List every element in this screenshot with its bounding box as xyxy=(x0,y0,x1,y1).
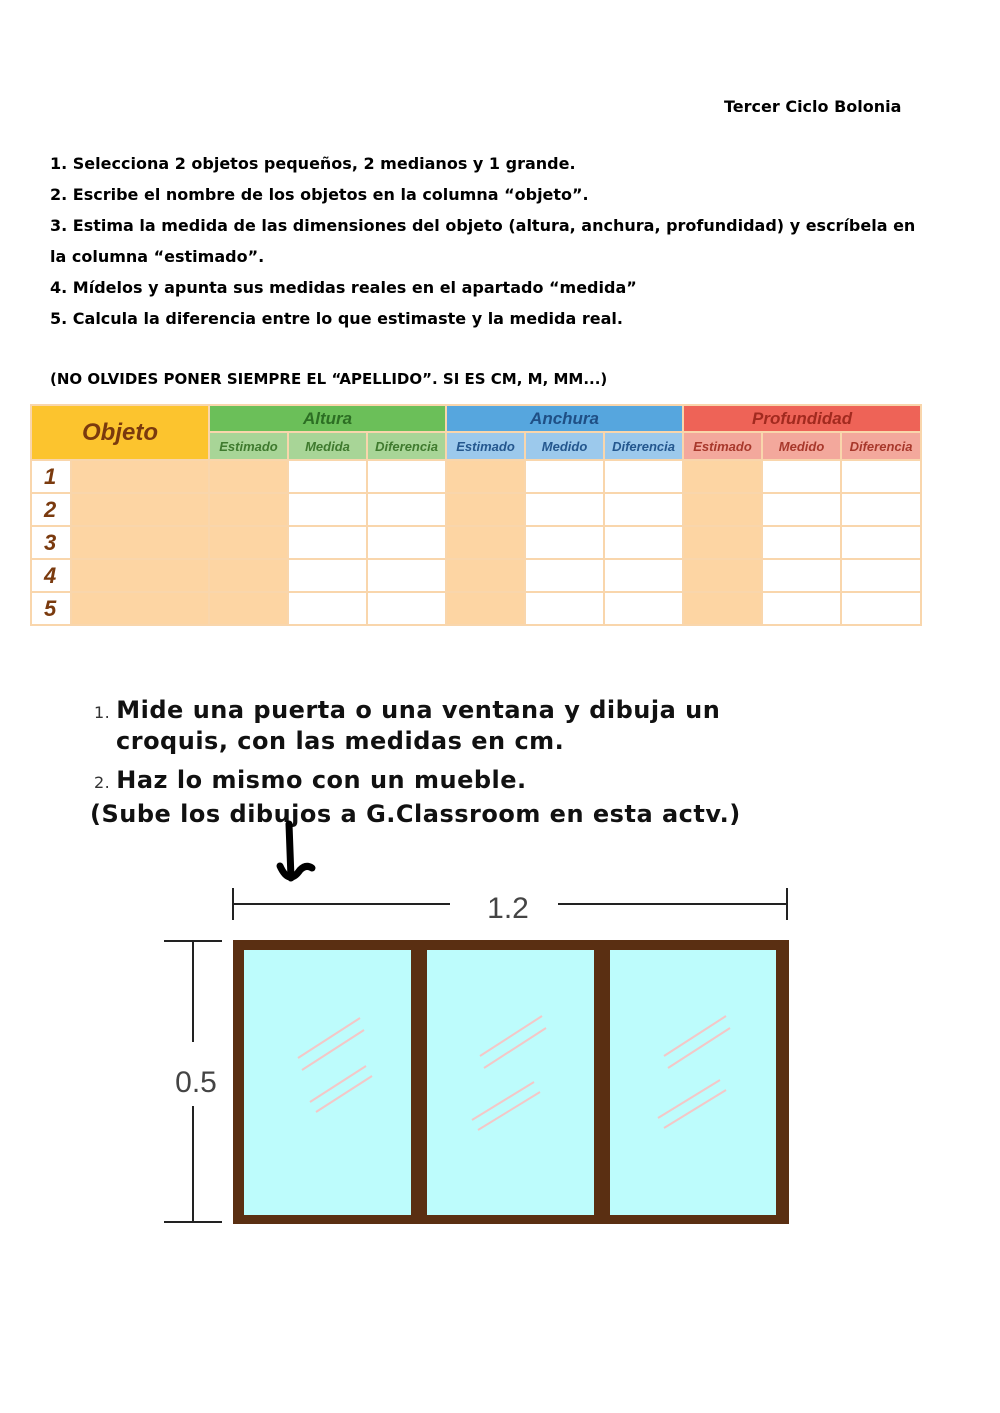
measure-cell[interactable] xyxy=(367,592,446,625)
measure-cell[interactable] xyxy=(762,460,841,493)
hand-drawn-arrow-head-icon xyxy=(280,866,312,877)
measure-cell[interactable] xyxy=(762,559,841,592)
measure-cell[interactable] xyxy=(525,460,604,493)
task-1-number: 1. xyxy=(94,703,111,722)
object-cell[interactable] xyxy=(72,593,208,624)
units-note: (NO OLVIDES PONER SIEMPRE EL “APELLIDO”. SI ES CM, M, MM...) xyxy=(50,370,608,388)
measure-cell[interactable] xyxy=(683,460,762,493)
instruction-2: 2. Escribe el nombre de los objetos en la columna “objeto”. xyxy=(50,185,589,204)
measure-cell[interactable] xyxy=(525,526,604,559)
subheader-profundidad-diferencia: Diferencia xyxy=(841,432,921,460)
measure-cell[interactable] xyxy=(367,493,446,526)
task-1-line-1 xyxy=(94,696,720,724)
measure-cell[interactable] xyxy=(446,559,525,592)
measurement-table xyxy=(30,404,922,626)
row-number-label: 3 xyxy=(38,527,72,558)
measure-cell[interactable] xyxy=(841,592,921,625)
measure-cell[interactable] xyxy=(683,493,762,526)
measure-cell[interactable] xyxy=(762,493,841,526)
subheader-altura-estimado: Estimado xyxy=(209,432,288,460)
measure-cell[interactable] xyxy=(288,592,367,625)
measure-cell[interactable] xyxy=(604,592,683,625)
window-sketch xyxy=(150,820,870,1240)
table-row xyxy=(31,493,921,526)
measure-cell[interactable] xyxy=(288,559,367,592)
hand-drawn-arrow-shaft xyxy=(289,824,291,878)
table-row xyxy=(31,460,921,493)
object-column-header: Objeto xyxy=(31,405,209,460)
table-row xyxy=(31,592,921,625)
measure-cell[interactable] xyxy=(446,493,525,526)
instruction-5: 5. Calcula la diferencia entre lo que estimaste y la medida real. xyxy=(50,309,623,328)
measure-cell[interactable] xyxy=(525,493,604,526)
subheader-profundidad-estimado: Estimado xyxy=(683,432,762,460)
measure-cell[interactable] xyxy=(446,592,525,625)
table-group-header-row xyxy=(31,405,921,432)
width-label: 1.2 xyxy=(487,892,529,925)
task-2-line-1 xyxy=(94,766,527,794)
row-number-label: 1 xyxy=(38,461,72,492)
subheader-anchura-estimado: Estimado xyxy=(446,432,525,460)
window-pane-1 xyxy=(244,950,411,1215)
table-body xyxy=(31,460,921,625)
measure-cell[interactable] xyxy=(604,460,683,493)
task-1-text-1: Mide una puerta o una ventana y dibuja un xyxy=(116,696,721,724)
measure-cell[interactable] xyxy=(288,493,367,526)
row-number-label: 5 xyxy=(38,593,72,624)
object-cell[interactable] xyxy=(72,461,208,492)
measure-cell[interactable] xyxy=(762,526,841,559)
task-2-text-1: Haz lo mismo con un mueble. xyxy=(116,766,527,794)
object-cell[interactable] xyxy=(72,560,208,591)
subheader-anchura-medido: Medido xyxy=(525,432,604,460)
task-2-line-2: (Sube los dibujos a G.Classroom en esta actv.) xyxy=(90,800,741,828)
row-number-label: 2 xyxy=(38,494,72,525)
measure-cell[interactable] xyxy=(446,460,525,493)
measure-cell[interactable] xyxy=(288,526,367,559)
group-header-profundidad: Profundidad xyxy=(683,405,921,432)
measure-cell[interactable] xyxy=(525,592,604,625)
row-number xyxy=(31,460,209,493)
table-row xyxy=(31,559,921,592)
measure-cell[interactable] xyxy=(604,559,683,592)
height-label: 0.5 xyxy=(175,1066,217,1099)
object-cell[interactable] xyxy=(72,494,208,525)
measure-cell[interactable] xyxy=(209,526,288,559)
group-header-anchura: Anchura xyxy=(446,405,683,432)
measure-cell[interactable] xyxy=(209,592,288,625)
measure-cell[interactable] xyxy=(446,526,525,559)
measure-cell[interactable] xyxy=(841,460,921,493)
row-number xyxy=(31,493,209,526)
measure-cell[interactable] xyxy=(683,526,762,559)
measure-cell[interactable] xyxy=(209,460,288,493)
group-header-altura: Altura xyxy=(209,405,446,432)
measure-cell[interactable] xyxy=(367,460,446,493)
measure-cell[interactable] xyxy=(841,559,921,592)
measure-cell[interactable] xyxy=(683,592,762,625)
task-2-number: 2. xyxy=(94,773,111,792)
row-number-label: 4 xyxy=(38,560,72,591)
window-pane-2 xyxy=(427,950,594,1215)
subheader-altura-diferencia: Diferencia xyxy=(367,432,446,460)
subheader-anchura-diferencia: Diferencia xyxy=(604,432,683,460)
measure-cell[interactable] xyxy=(604,526,683,559)
measure-cell[interactable] xyxy=(288,460,367,493)
measure-cell[interactable] xyxy=(209,559,288,592)
instruction-1: 1. Selecciona 2 objetos pequeños, 2 medianos y 1 grande. xyxy=(50,154,576,173)
measure-cell[interactable] xyxy=(604,493,683,526)
measure-cell[interactable] xyxy=(841,493,921,526)
row-number xyxy=(31,559,209,592)
table-row xyxy=(31,526,921,559)
measure-cell[interactable] xyxy=(367,526,446,559)
measure-cell[interactable] xyxy=(525,559,604,592)
instructions-list xyxy=(50,148,930,334)
task-1-line-2: croquis, con las medidas en cm. xyxy=(116,727,565,755)
measure-cell[interactable] xyxy=(683,559,762,592)
instruction-4: 4. Mídelos y apunta sus medidas reales en el apartado “medida” xyxy=(50,278,637,297)
object-cell[interactable] xyxy=(72,527,208,558)
subheader-altura-medida: Medida xyxy=(288,432,367,460)
measure-cell[interactable] xyxy=(209,493,288,526)
subheader-profundidad-medido: Medido xyxy=(762,432,841,460)
window-pane-3 xyxy=(610,950,776,1215)
row-number xyxy=(31,592,209,625)
measure-cell[interactable] xyxy=(762,592,841,625)
measure-cell[interactable] xyxy=(367,559,446,592)
school-name: Tercer Ciclo Bolonia xyxy=(724,97,902,116)
instruction-3: 3. Estima la medida de las dimensiones del objeto (altura, anchura, profundidad) y escríbela en la columna “estimado”. xyxy=(50,216,916,266)
measure-cell[interactable] xyxy=(841,526,921,559)
row-number xyxy=(31,526,209,559)
